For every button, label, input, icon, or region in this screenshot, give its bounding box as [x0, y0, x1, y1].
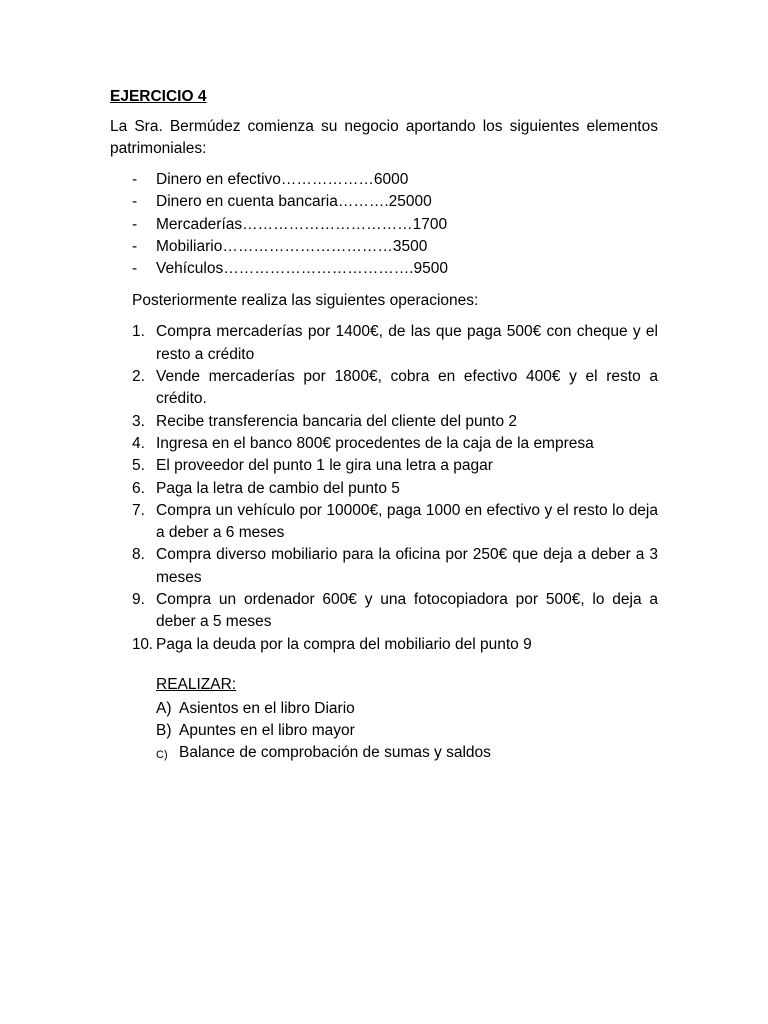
operation-item — [110, 500, 658, 545]
operation-item — [110, 411, 658, 433]
operation-item — [110, 634, 658, 656]
operation-number: 1. — [132, 323, 145, 341]
operation-item — [110, 455, 658, 477]
list-dash: - — [132, 193, 138, 211]
operation-item — [110, 589, 658, 634]
document-page — [110, 86, 658, 764]
list-dash: - — [132, 215, 138, 233]
operation-text: Ingresa en el banco 800€ procedentes de la caja de la empresa — [156, 434, 594, 452]
list-dash: - — [132, 171, 138, 188]
operation-text: Paga la deuda por la compra del mobiliario del punto 9 — [156, 635, 532, 653]
task-item — [110, 720, 658, 742]
operation-item — [110, 321, 658, 366]
task-letter: C) — [156, 748, 168, 761]
operation-number: 4. — [132, 434, 145, 452]
operation-number: 5. — [132, 457, 145, 475]
operation-number: 8. — [132, 546, 145, 564]
operation-number: 10. — [132, 635, 153, 653]
operation-number: 9. — [132, 591, 145, 609]
operation-text: Compra diverso mobiliario para la oficina por 250€ que deja a deber a 3 meses — [156, 546, 658, 586]
task-letter: B) — [156, 721, 172, 739]
operation-number: 3. — [132, 412, 145, 430]
operation-item — [110, 366, 658, 411]
operation-text: Compra un ordenador 600€ y una fotocopiadora por 500€, lo deja a deber a 5 meses — [156, 591, 658, 631]
operation-number: 7. — [132, 501, 145, 519]
operation-text: Recibe transferencia bancaria del cliente del punto 2 — [156, 412, 518, 430]
exercise-title: EJERCICIO 4 — [110, 88, 207, 105]
task-text: Balance de comprobación de sumas y saldos — [179, 743, 491, 761]
operations-list — [110, 321, 658, 655]
list-dash: - — [132, 260, 138, 278]
operation-item — [110, 478, 658, 500]
task-text: Apuntes en el libro mayor — [179, 721, 355, 739]
asset-text: Vehículos……………………………….9500 — [156, 260, 449, 278]
asset-text: Mobiliario……………………………3500 — [156, 237, 428, 255]
operation-text: Paga la letra de cambio del punto 5 — [156, 479, 400, 497]
operation-text: Compra mercaderías por 1400€, de las que paga 500€ con cheque y el resto a crédito — [156, 323, 658, 363]
operation-item — [110, 544, 658, 589]
asset-item — [110, 258, 658, 280]
task-item — [110, 698, 658, 720]
tasks-list — [110, 698, 658, 764]
list-dash: - — [132, 237, 138, 255]
asset-item — [110, 214, 658, 236]
operations-intro: Posteriormente realiza las siguientes operaciones: — [132, 292, 479, 310]
operation-number: 6. — [132, 479, 145, 497]
asset-item — [110, 169, 658, 191]
asset-text: Dinero en efectivo………………6000 — [156, 171, 409, 188]
realizar-heading: REALIZAR: — [156, 675, 237, 693]
operation-text: El proveedor del punto 1 le gira una letra a pagar — [156, 457, 493, 475]
assets-list — [110, 169, 658, 280]
operation-item — [110, 433, 658, 455]
operation-number: 2. — [132, 368, 145, 386]
task-text: Asientos en el libro Diario — [179, 699, 355, 717]
asset-item — [110, 236, 658, 258]
task-letter: A) — [156, 699, 172, 717]
asset-text: Mercaderías……………………………1700 — [156, 215, 448, 233]
task-item — [110, 742, 658, 764]
operation-text: Compra un vehículo por 10000€, paga 1000 en efectivo y el resto lo deja a deber a 6 meses — [156, 501, 658, 542]
asset-item — [110, 191, 658, 213]
asset-text: Dinero en cuenta bancaria……….25000 — [156, 193, 432, 211]
intro-paragraph: La Sra. Bermúdez comienza su negocio aportando los siguientes elementos patrimoniales: — [110, 118, 658, 157]
operation-text: Vende mercaderías por 1800€, cobra en efectivo 400€ y el resto a crédito. — [156, 368, 658, 408]
